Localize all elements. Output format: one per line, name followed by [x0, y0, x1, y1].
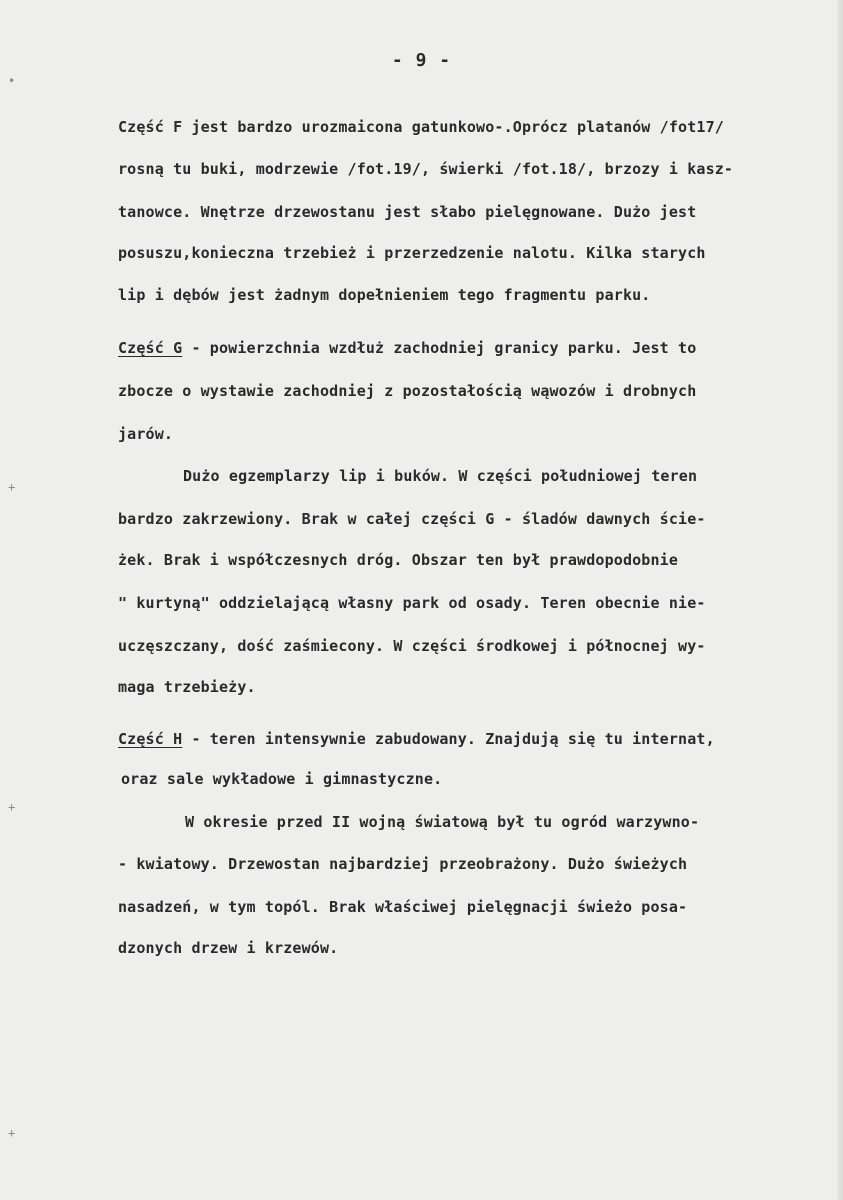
text-line: jarów. — [118, 425, 174, 443]
text-line: dzonych drzew i krzewów. — [118, 939, 339, 957]
text-line: zbocze o wystawie zachodniej z pozostałością wąwozów i drobnych — [118, 382, 697, 400]
text-line: W okresie przed II wojną światową był tu ogród warzywno- — [185, 813, 700, 831]
punch-hole-mark: + — [8, 1126, 16, 1140]
text-line: - kwiatowy. Drzewostan najbardziej przeobrażony. Dużo świeżych — [118, 855, 688, 873]
paragraph-h-heading-line — [118, 730, 715, 748]
text-span: - teren intensywnie zabudowany. Znajdują się tu internat, — [182, 730, 715, 748]
text-line: posuszu,konieczna trzebież i przerzedzenie nalotu. Kilka starych — [118, 244, 706, 262]
text-line: maga trzebieży. — [118, 678, 256, 696]
text-line: oraz sale wykładowe i gimnastyczne. — [121, 770, 443, 788]
text-line: nasadzeń, w tym topól. Brak właściwej pielęgnacji świeżo posa- — [118, 898, 688, 916]
page-number: - 9 - — [391, 50, 452, 71]
paragraph-g-heading-line — [118, 339, 696, 357]
text-line: Część F jest bardzo urozmaicona gatunkowo-.Oprócz platanów /fot17/ — [118, 118, 724, 136]
section-heading-g: Część G — [118, 339, 183, 357]
text-span: - powierzchnia wzdłuż zachodniej granicy parku. Jest to — [182, 339, 697, 357]
punch-hole-mark: • — [8, 74, 16, 88]
text-line: Dużo egzemplarzy lip i buków. W części południowej teren — [183, 467, 698, 485]
text-line: bardzo zakrzewiony. Brak w całej części G - śladów dawnych ście- — [118, 510, 706, 528]
text-line: " kurtyną" oddzielającą własny park od osady. Teren obecnie nie- — [118, 594, 706, 612]
text-line: uczęszczany, dość zaśmiecony. W części środkowej i północnej wy- — [118, 637, 706, 655]
section-heading-h: Część H — [118, 730, 183, 748]
text-line: lip i dębów jest żadnym dopełnieniem tego fragmentu parku. — [118, 286, 651, 304]
punch-hole-mark: + — [8, 480, 16, 494]
punch-hole-mark: + — [8, 800, 16, 814]
text-line: tanowce. Wnętrze drzewostanu jest słabo pielęgnowane. Dużo jest — [118, 203, 697, 221]
text-line: żek. Brak i współczesnych dróg. Obszar ten był prawdopodobnie — [118, 551, 679, 569]
text-line: rosną tu buki, modrzewie /fot.19/, świerki /fot.18/, brzozy i kasz- — [118, 160, 734, 178]
page-edge-shadow — [837, 0, 843, 1200]
